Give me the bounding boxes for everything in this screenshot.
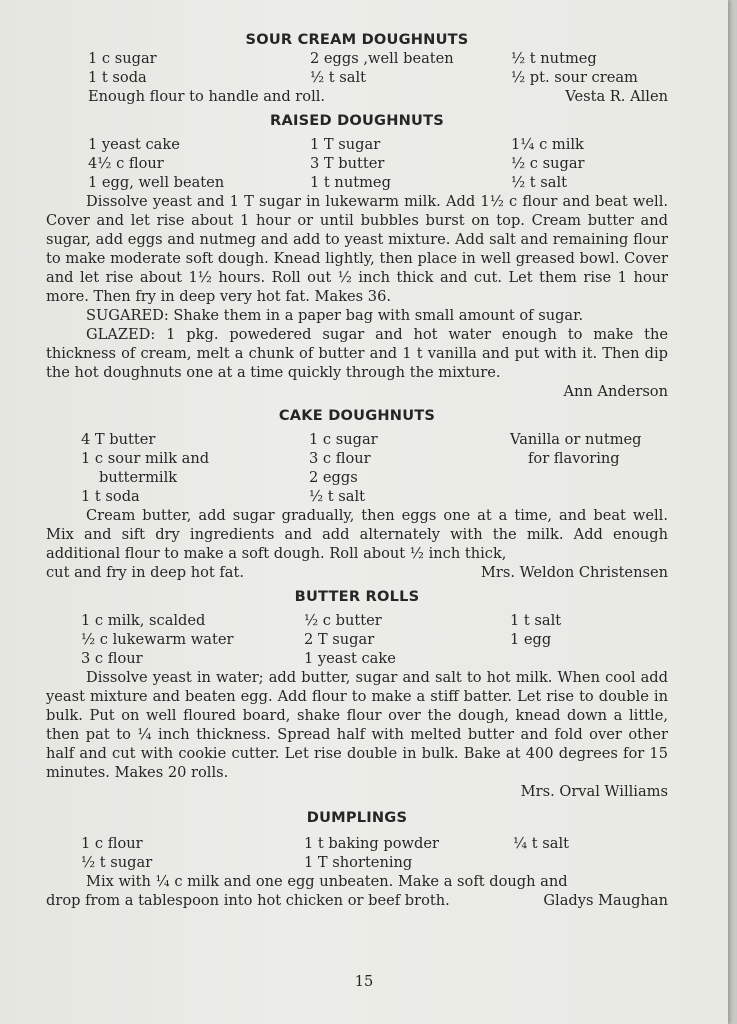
recipe-title-raised-doughnuts: RAISED DOUGHNUTS (270, 112, 444, 129)
ingredient (510, 649, 668, 668)
note-line (46, 87, 668, 106)
recipe-author: Vesta R. Allen (565, 88, 668, 105)
recipe-author: Ann Anderson (563, 383, 668, 400)
ingredient: 4½ c flour (88, 155, 164, 172)
ingredient: ¼ t salt (513, 835, 570, 852)
recipe-variation-sugared: SUGARED: Shake them in a paper bag with small amount of sugar. (86, 307, 584, 324)
ingredient-list-dumplings (46, 834, 668, 872)
recipe-title-butter-rolls: BUTTER ROLLS (294, 588, 420, 605)
ingredient: 1 c flour (81, 835, 143, 852)
ingredient: ½ t sugar (81, 854, 153, 871)
recipe-note: Enough flour to handle and roll. (88, 88, 326, 105)
recipe-directions: Dissolve yeast in water; add butter, sugar and salt to hot milk. When cool add yeast mixture and beaten egg. Add flour to make a stiff batter. Let rise to double in bulk. Put on well floured board, shake flour over the dough, knead down a little, then pat to ¼ inch thickness. Spread half with melted butter and fold over other half and cut with cookie cutter. Let rise double in bulk. Bake at 400 degrees for 15 minutes. Makes 20 rolls. (46, 669, 668, 781)
ingredient: 1 yeast cake (88, 136, 180, 153)
recipe-directions-end: cut and fry in deep hot fat. (46, 564, 245, 581)
ingredient: for flavoring (528, 450, 620, 467)
ingredient: 1 c sugar (309, 431, 378, 448)
recipe-directions: Mix with ¼ c milk and one egg unbeaten. Make a soft dough and (86, 873, 568, 890)
ingredient: ½ t nutmeg (511, 50, 597, 67)
ingredient: Vanilla or nutmeg (510, 431, 642, 448)
ingredient: 1 c sugar (88, 50, 157, 67)
ingredient: ½ t salt (310, 69, 367, 86)
ingredient: 1¼ c milk (511, 136, 584, 153)
ingredient: 1 t nutmeg (310, 174, 391, 191)
recipe-directions: Dissolve yeast and 1 T sugar in lukewarm milk. Add 1½ c flour and beat well. Cover and let rise about 1 hour or until bubbles burst on top. Cream butter and sugar, add eggs and nutmeg and add to yeast mixture. Add salt and remaining flour to make moderate soft dough. Knead lightly, then place in well greased bowl. Cover and let rise about 1½ hours. Roll out ½ inch thick and cut. Let them rise 1 hour more. Then fry in deep very hot fat. Makes 36. (46, 193, 668, 305)
ingredient: ½ c lukewarm water (81, 631, 234, 648)
ingredient-list-cake (46, 430, 668, 506)
ingredient-list-butter-rolls (46, 611, 668, 668)
ingredient: 1 egg, well beaten (88, 174, 225, 191)
directions-last-line (46, 891, 668, 910)
ingredient: 1 c sour milk and (81, 450, 210, 467)
recipe-author: Mrs. Orval Williams (520, 783, 668, 800)
ingredient-list-raised (46, 135, 668, 192)
ingredient: 4 T butter (81, 431, 156, 448)
ingredient: 3 c flour (309, 450, 371, 467)
ingredient: 2 eggs ,well beaten (310, 50, 454, 67)
recipe-title-sour-cream-doughnuts: SOUR CREAM DOUGHNUTS (245, 31, 469, 48)
ingredient-list-sour-cream (46, 49, 668, 87)
ingredient: buttermilk (99, 469, 178, 486)
recipe-author: Mrs. Weldon Christensen (480, 564, 668, 581)
recipe-title-cake-doughnuts: CAKE DOUGHNUTS (278, 407, 436, 424)
ingredient: ½ pt. sour cream (511, 69, 638, 86)
ingredient: 1 yeast cake (304, 650, 396, 667)
recipe-title-dumplings: DUMPLINGS (306, 809, 408, 826)
recipe-directions: Cream butter, add sugar gradually, then eggs one at a time, and beat well. Mix and sift dry ingredients and add alternately with the milk. Add enough additional flour to make a soft dough. Roll about ½ inch thick, (46, 507, 668, 562)
ingredient: 1 c milk, scalded (81, 612, 206, 629)
ingredient: 1 t baking powder (304, 835, 439, 852)
ingredient: ½ t salt (309, 488, 366, 505)
ingredient: 1 t salt (510, 612, 562, 629)
page-number: 15 (354, 973, 374, 990)
ingredient (510, 487, 668, 506)
directions-last-line (46, 563, 668, 582)
ingredient (510, 468, 668, 487)
ingredient: 2 T sugar (304, 631, 375, 648)
ingredient: 1 t soda (88, 69, 147, 86)
recipe-directions-end: drop from a tablespoon into hot chicken or beef broth. (46, 892, 450, 909)
ingredient: 1 T sugar (310, 136, 381, 153)
ingredient: 3 c flour (81, 650, 143, 667)
ingredient: 2 eggs (309, 469, 358, 486)
ingredient: ½ t salt (511, 174, 568, 191)
ingredient (513, 853, 668, 872)
ingredient: 1 t soda (81, 488, 140, 505)
ingredient: ½ c butter (304, 612, 382, 629)
ingredient: 1 egg (510, 631, 552, 648)
page-content (46, 30, 668, 910)
recipe-variation-glazed: GLAZED: 1 pkg. powedered sugar and hot water enough to make the thickness of cream, melt a chunk of butter and 1 t vanilla and put with it. Then dip the hot doughnuts one at a time quickly through the mixture. (46, 326, 668, 381)
ingredient: 1 T shortening (304, 854, 413, 871)
ingredient: 3 T butter (310, 155, 385, 172)
ingredient: ½ c sugar (511, 155, 585, 172)
recipe-author: Gladys Maughan (543, 892, 668, 909)
